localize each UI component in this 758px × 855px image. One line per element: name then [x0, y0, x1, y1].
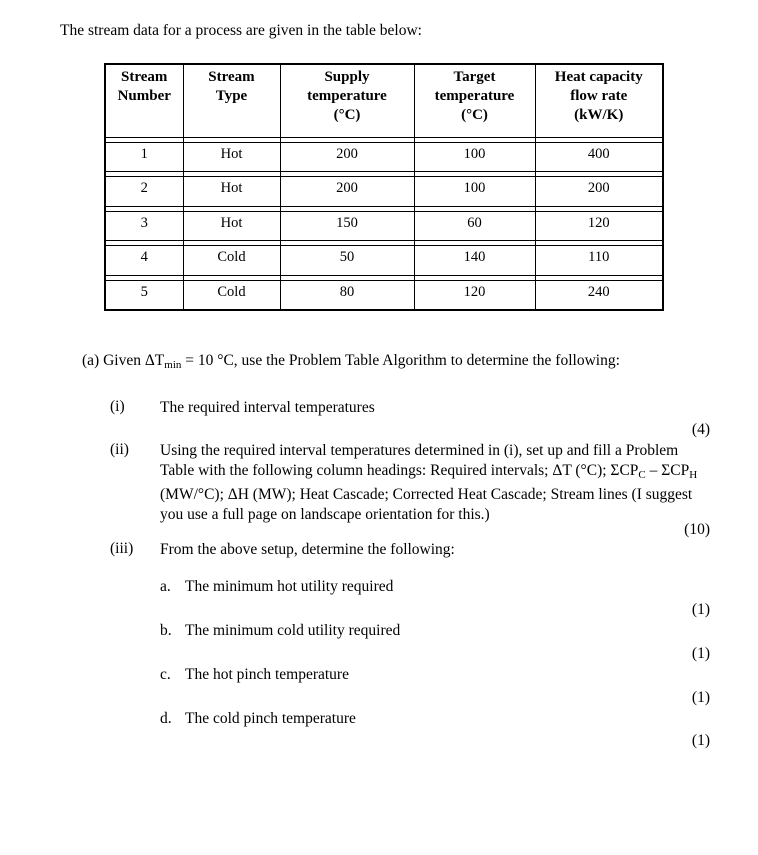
- cell-heat-capacity: 240: [535, 280, 663, 310]
- cell-stream-number: 1: [105, 142, 183, 172]
- intro-text: The stream data for a process are given in the table below:: [60, 22, 422, 39]
- header-supply-temperature: Supply temperature (°C): [280, 64, 414, 137]
- cell-stream-type: Cold: [183, 280, 280, 310]
- cell-stream-type: Hot: [183, 142, 280, 172]
- cell-target-temperature: 140: [414, 246, 535, 276]
- stream-data-table: [104, 63, 664, 311]
- cell-target-temperature: 60: [414, 211, 535, 241]
- cell-heat-capacity: 400: [535, 142, 663, 172]
- part-label: (ii): [110, 441, 129, 458]
- header-stream-type: Stream Type: [183, 64, 280, 137]
- cell-target-temperature: 100: [414, 177, 535, 207]
- part-text: Using the required interval temperatures determined in (i), set up and fill a Problem Table with the following column headings: Required intervals; ΔT (°C); $\Sigma CP_C - \Sigma CP_H$ (MW/°C); ΔH (MW); Heat Cascade; Corrected Heat Cascade; Stream lines (I suggest you use a full page on landscape orientation for this.): [160, 442, 698, 523]
- cell-stream-type: Hot: [183, 211, 280, 241]
- header-heat-capacity-flow-rate: Heat capacity flow rate (kW/K): [535, 64, 663, 137]
- part-text: The required interval temperatures: [160, 399, 375, 416]
- subpart-label: d.: [160, 710, 172, 727]
- marks: (1): [691, 732, 710, 749]
- marks: (1): [691, 601, 710, 618]
- header-target-temperature: Target temperature (°C): [414, 64, 535, 137]
- part-label: (iii): [110, 540, 134, 557]
- cell-heat-capacity: 200: [535, 177, 663, 207]
- cell-stream-number: 2: [105, 177, 183, 207]
- part-text: From the above setup, determine the following:: [160, 541, 455, 558]
- cell-stream-type: Hot: [183, 177, 280, 207]
- cell-stream-type: Cold: [183, 246, 280, 276]
- table-header-row: [105, 64, 663, 137]
- table-row: [105, 211, 663, 241]
- marks: (1): [691, 645, 710, 662]
- cell-stream-number: 4: [105, 246, 183, 276]
- table-row: [105, 246, 663, 276]
- subpart-text: The minimum hot utility required: [185, 578, 394, 595]
- subpart-label: c.: [160, 666, 171, 683]
- subpart-text: The hot pinch temperature: [185, 666, 349, 683]
- cell-supply-temperature: 80: [280, 280, 414, 310]
- cell-target-temperature: 120: [414, 280, 535, 310]
- cell-supply-temperature: 200: [280, 142, 414, 172]
- table-row: [105, 177, 663, 207]
- cell-target-temperature: 100: [414, 142, 535, 172]
- marks: (1): [691, 689, 710, 706]
- cell-heat-capacity: 120: [535, 211, 663, 241]
- question-a: (a) Given $\Delta T_{min} = 10$ °C, use the Problem Table Algorithm to determine the following:: [82, 352, 620, 371]
- cell-stream-number: 3: [105, 211, 183, 241]
- marks: (4): [691, 421, 710, 438]
- subpart-text: The cold pinch temperature: [185, 710, 356, 727]
- part-label: (i): [110, 398, 125, 415]
- subpart-text: The minimum cold utility required: [185, 622, 401, 639]
- cell-heat-capacity: 110: [535, 246, 663, 276]
- table-row: [105, 142, 663, 172]
- table-row: [105, 280, 663, 310]
- subpart-label: a.: [160, 578, 171, 595]
- subpart-label: b.: [160, 622, 172, 639]
- cell-supply-temperature: 150: [280, 211, 414, 241]
- cell-supply-temperature: 200: [280, 177, 414, 207]
- cell-supply-temperature: 50: [280, 246, 414, 276]
- cell-stream-number: 5: [105, 280, 183, 310]
- marks: (10): [684, 521, 710, 538]
- header-stream-number: Stream Number: [105, 64, 183, 137]
